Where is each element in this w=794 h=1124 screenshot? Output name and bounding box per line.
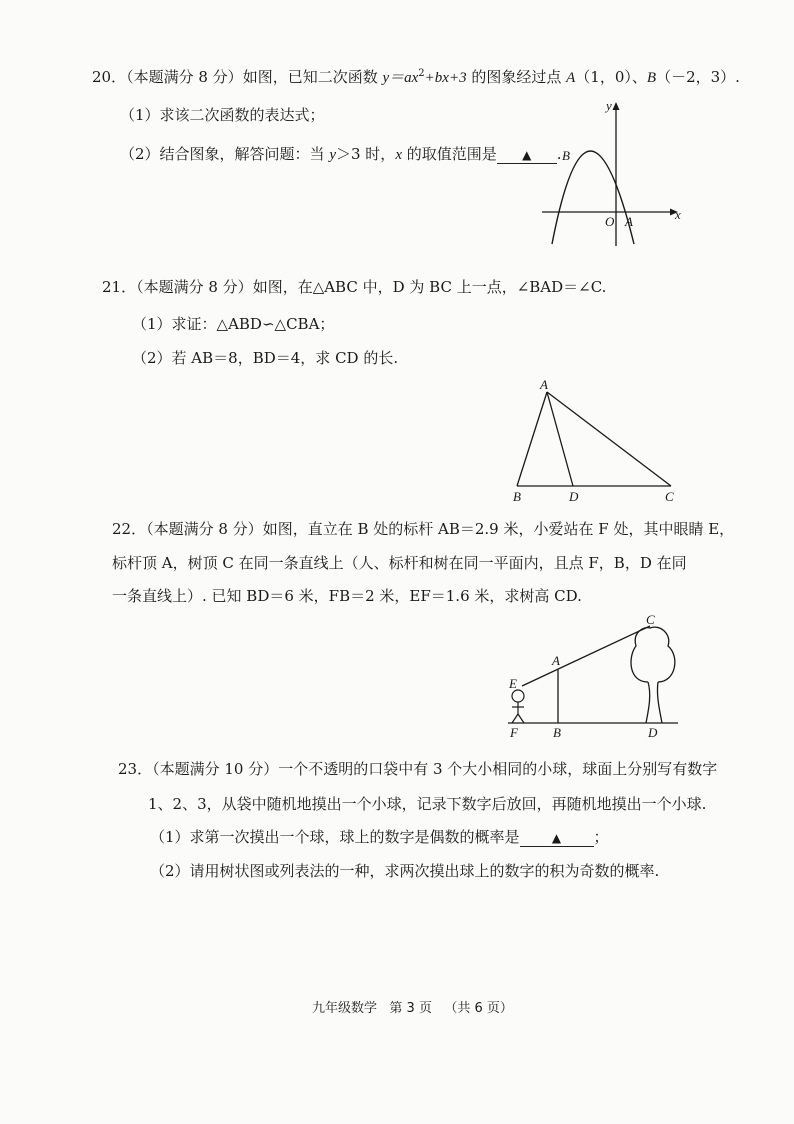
q21-label-c: C (665, 489, 674, 504)
q20-func: y＝ax (382, 70, 419, 86)
q20-coord-a: （1，0）、 (575, 68, 647, 86)
q20-label-y: y (606, 98, 612, 113)
q21-label-d: D (569, 489, 579, 504)
q20-label-x: x (675, 207, 681, 222)
q20-part1: （1）求该二次函数的表达式； (120, 106, 325, 124)
q22-line2: 标杆顶 A，树顶 C 在同一条直线上（人、标杆和树在同一平面内，且点 F，B，D 在同 (112, 554, 687, 572)
q21-side-ac (547, 392, 671, 486)
q20-part2-y: y (329, 147, 336, 163)
q20-point-b: B (646, 70, 657, 86)
q22-label-b: B (553, 725, 561, 740)
q20-label-o: O (605, 214, 615, 229)
q22-label-a: A (552, 653, 560, 668)
q21-part1: （1）求证：△ABD∽△CBA； (132, 315, 335, 333)
q21-score: （本题满分 8 分） (136, 278, 253, 296)
q23-line2: 1、2、3，从袋中随机地摸出一个小球，记录下数字后放回，再随机地摸出一个小球. (148, 795, 707, 813)
q20-part2-post: 的取值范围是 (401, 145, 497, 163)
q22-person-head (512, 690, 524, 702)
q21-segment-ad (547, 392, 573, 486)
q20-func-rest: +bx+3 (424, 70, 467, 86)
q20-point-a: A (566, 70, 576, 86)
q23-number: 23． (118, 760, 153, 778)
q22-person-leg-right (518, 714, 524, 723)
q23-line1-text: 一个不透明的口袋中有 3 个大小相同的小球，球面上分别写有数字 (278, 760, 718, 778)
q20-stem-a: 如图，已知二次函数 (242, 68, 383, 86)
q22-number: 22． (112, 520, 147, 538)
q21-stem-text: 如图，在△ABC 中，D 为 BC 上一点，∠BAD＝∠C. (252, 278, 607, 296)
q23-part1 (150, 826, 609, 848)
q22-label-d: D (648, 725, 658, 740)
q20-parabola-curve (552, 151, 634, 244)
q20-label-b: B (562, 148, 570, 163)
footer-subject: 九年级数学 (312, 1001, 378, 1016)
q22-label-f: F (510, 725, 518, 740)
q22-sight-line (522, 626, 650, 686)
q20-part2-end: . (556, 145, 562, 163)
q20-part2-x: x (395, 147, 402, 163)
q22-line1-text: 如图，直立在 B 处的标杆 AB＝2.9 米，小爱站在 F 处，其中眼睛 E， (262, 520, 735, 538)
q22-label-e: E (509, 676, 517, 691)
q20-parabola-figure (538, 98, 688, 248)
footer-page: 第 3 页 (389, 1001, 432, 1016)
q21-label-a: A (540, 378, 548, 392)
q22-tree-trunk (646, 682, 662, 723)
q20-label-a: A (625, 214, 633, 229)
footer-total: （共 6 页） (444, 1001, 513, 1016)
q20-score: （本题满分 8 分） (126, 68, 243, 86)
q21-side-ab (517, 392, 547, 486)
q23-part1-end: ； (593, 828, 609, 846)
q20-answer-blank[interactable]: ▲ (497, 147, 557, 164)
q20-y-arrow-icon (613, 102, 620, 110)
q20-part2-mid: ＞3 时， (336, 145, 396, 163)
q22-line3: 一条直线上）. 已知 BD＝6 米，FB＝2 米，EF＝1.6 米，求树高 CD. (112, 587, 582, 605)
q20-func-exponent: 2 (418, 68, 425, 79)
q21-label-b: B (513, 489, 521, 504)
q21-triangle-figure (505, 378, 685, 504)
q22-label-c: C (646, 612, 655, 627)
q22-tree-crown (631, 627, 675, 682)
q23-part1-pre: （1）求第一次摸出一个球，球上的数字是偶数的概率是 (150, 828, 520, 846)
q23-part2: （2）请用树状图或列表法的一种，求两次摸出球上的数字的积为奇数的概率. (150, 862, 660, 880)
q23-answer-blank[interactable]: ▲ (520, 830, 594, 847)
q22-line1 (112, 518, 734, 540)
q20-coord-b: （－2，3）. (656, 68, 740, 86)
q20-part2-pre: （2）结合图象，解答问题：当 (120, 145, 330, 163)
page-footer (312, 1000, 513, 1018)
q22-person-leg-left (512, 714, 518, 723)
q23-score: （本题满分 10 分） (152, 760, 279, 778)
q22-score: （本题满分 8 分） (146, 520, 263, 538)
q20-stem-b: 的图象经过点 (466, 68, 567, 86)
q21-part2: （2）若 AB＝8，BD＝4，求 CD 的长. (132, 349, 399, 367)
q21-number: 21． (102, 278, 137, 296)
q20-stem (92, 63, 740, 89)
q21-stem (102, 276, 606, 298)
q20-part2 (120, 143, 562, 166)
q20-number: 20． (92, 68, 127, 86)
q22-tree-figure (500, 612, 690, 742)
q23-line1 (118, 758, 717, 780)
